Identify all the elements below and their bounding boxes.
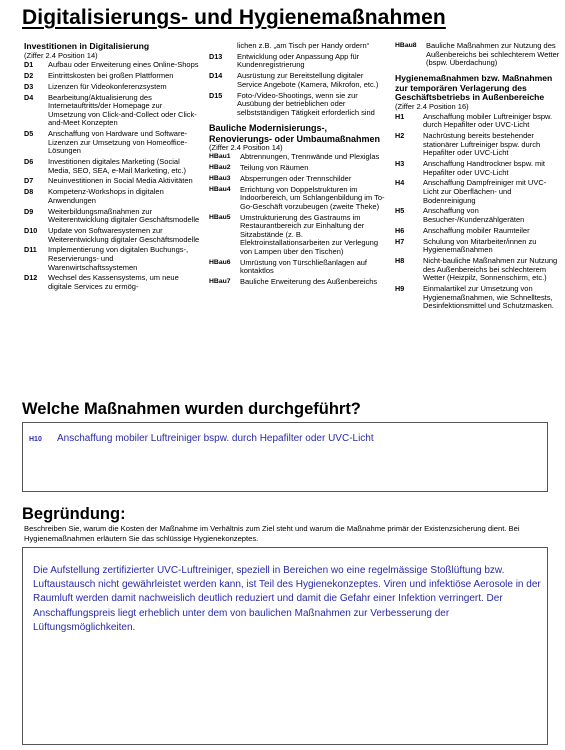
list-item: [24, 83, 202, 92]
item-text: Anschaffung mobiler Raumteiler: [423, 225, 530, 235]
item-code: D3: [24, 81, 34, 91]
item-code: D6: [24, 157, 34, 167]
item-text: Bauliche Erweiterung des Außenbereichs: [240, 277, 378, 287]
section-subtitle-hygiene: (Ziffer 2.4 Position 16): [395, 102, 469, 112]
item-text: Absperrungen oder Trennschilder: [240, 173, 352, 183]
item-text: Teilung von Räumen: [240, 163, 309, 173]
item-text: Implementierung von digitalen Buchungs-, Reservierungs- und Warenwirtschaftssystemen: [48, 245, 189, 272]
item-code: H4: [395, 178, 405, 188]
item-text: Anschaffung mobiler Luftreiniger bspw. durch Hepafilter oder UVC-Licht: [423, 111, 553, 130]
list-item: [209, 214, 387, 257]
list-item: [24, 72, 202, 81]
item-text: Aufbau oder Erweiterung eines Online-Shops: [48, 60, 199, 70]
item-code: D2: [24, 70, 34, 80]
item-code: D11: [24, 245, 37, 255]
item-code: HBau2: [209, 164, 231, 172]
item-code: D8: [24, 187, 34, 197]
list-item: [395, 179, 560, 205]
list-item: [24, 94, 202, 128]
list-item: [209, 164, 387, 173]
section-subtitle-digitalization: (Ziffer 2.4 Position 14): [24, 50, 98, 60]
item-code: D10: [24, 225, 38, 235]
item-text: Bauliche Maßnahmen zur Nutzung des Außenbereichs bei schlechterem Wetter (bspw. Überdachung): [426, 41, 560, 68]
item-text: Umrüstung von Türschließanlagen auf kontaktlos: [240, 257, 368, 276]
answer-text: Anschaffung mobiler Luftreiniger bspw. durch Hepafilter oder UVC-Licht: [57, 433, 374, 444]
middle-column: [209, 42, 387, 289]
list-item: [395, 238, 560, 255]
section-title-hygiene: Hygienemaßnahmen bzw. Maßnahmen zur temporären Verlagerung des Geschäftsbetriebs in Außenbereiche: [395, 72, 553, 103]
item-text: Wechsel des Kassensystems, um neue digitale Services zu ermög-: [48, 273, 179, 291]
section-title-digitalization: Investitionen in Digitalisierung: [24, 41, 150, 51]
item-code: H1: [395, 111, 405, 121]
item-text: Kompetenz-Workshops in digitalen Anwendungen: [48, 187, 164, 205]
item-code: D7: [24, 176, 34, 186]
hygiene-column: [395, 42, 560, 313]
reasoning-answer-text: Die Aufstellung zertifizierter UVC-Luftreiniger, speziell in Bereichen wo eine regelmässige Stoßlüftung bzw. Luftaustausch nicht gewährleistet werden kann, ist Teil des Hygienekonzeptes. Viren und infektiöse Aerosole in der Raumluft werden damit nachweislich deutlich reduziert und damit die Gefahr einer Infektion verringert. Der Anschaffungspreis liegt erheblich unter dem von baulichen Maßnahmen zur Verbesserung der Lüftungsmöglichkeiten.: [33, 565, 541, 633]
list-item: [209, 92, 387, 118]
item-text: Eintrittskosten bei großen Plattformen: [48, 70, 174, 80]
item-text: Nicht-bauliche Maßnahmen zur Nutzung des Außenbereichs bei schlechterem Wetter (Heizpilz, Sonnenschirm, etc.): [423, 255, 558, 283]
item-code: H9: [395, 283, 405, 293]
item-code: HBau8: [395, 42, 417, 49]
item-text: Anschaffung Dampfreiniger mit UVC-Licht zur Oberflächen- und Bodenreinigung: [423, 178, 547, 205]
item-text: Nachrüstung bereits bestehender stationärer Luftreiniger bspw. durch Hepafilter oder UVC-Licht: [423, 131, 541, 158]
list-item: [209, 153, 387, 162]
page-title: Digitalisierungs- und Hygienemaßnahmen: [22, 6, 446, 29]
list-item: [24, 158, 202, 175]
answer-code: H10: [29, 436, 42, 443]
item-code: H2: [395, 131, 405, 141]
item-code: HBau6: [209, 258, 231, 266]
item-code: HBau3: [209, 174, 231, 182]
item-code: H3: [395, 159, 405, 169]
list-item: [395, 207, 560, 224]
digitalization-column: [24, 42, 202, 294]
reasoning-answer-field[interactable]: [22, 547, 548, 745]
item-code: D9: [24, 206, 34, 216]
list-item: [24, 227, 202, 244]
list-item: [395, 42, 560, 68]
list-item: [395, 257, 560, 283]
list-item: [24, 274, 202, 291]
list-item: [209, 259, 387, 276]
item-code: D5: [24, 129, 34, 139]
item-code: H5: [395, 206, 405, 216]
item-text: Weiterbildungsmaßnahmen zur Weiterentwicklung digitaler Geschäftsmodelle: [48, 206, 200, 225]
list-item-continuation: lichen z.B. „am Tisch per Handy ordern“: [237, 41, 370, 50]
item-text: Abtrennungen, Trennwände und Plexiglas: [240, 152, 380, 162]
list-item: [209, 72, 387, 89]
item-code: HBau7: [209, 278, 231, 286]
list-item: [24, 130, 202, 156]
item-code: D12: [24, 273, 38, 283]
item-code: D13: [209, 51, 223, 61]
item-text: Lizenzen für Videokonferenzsystem: [48, 81, 167, 91]
measures-question-heading: Welche Maßnahmen wurden durchgeführt?: [22, 400, 361, 418]
item-code: HBau5: [209, 213, 231, 221]
section-subtitle-construction: (Ziffer 2.4 Position 14): [209, 142, 283, 152]
list-item: [395, 227, 560, 236]
item-text: Errichtung von Doppelstrukturen im Indoorbereich, um Schlangenbildung im To-Go-Geschäft vorzubeugen (zweite Theke): [240, 184, 385, 211]
list-item: [209, 278, 387, 287]
list-item: [395, 285, 560, 311]
reasoning-heading: Begründung:: [22, 505, 126, 523]
item-text: Foto-/Video-Shootings, wenn sie zur Ausübung der betrieblichen oder selbstständigen Tätigkeit erforderlich sind: [237, 90, 375, 117]
list-item: [395, 160, 560, 177]
list-item: [24, 208, 202, 225]
item-text: Schulung von Mitarbeiter/innen zu Hygienemaßnahmen: [423, 236, 537, 255]
list-item: [24, 61, 202, 70]
item-code: H7: [395, 236, 405, 246]
list-item: [395, 132, 560, 158]
item-code: D14: [209, 71, 223, 81]
list-item: [24, 177, 202, 186]
item-text: Anschaffung von Hardware und Software-Lizenzen zur Umsetzung von Homeoffice-Lösungen: [48, 129, 188, 156]
construction-list: [209, 153, 387, 286]
list-item: [24, 246, 202, 272]
item-code: D4: [24, 92, 34, 102]
construction-list-continued: [395, 42, 560, 68]
item-code: D15: [209, 90, 223, 100]
list-item: [209, 186, 387, 212]
item-text: Entwicklung oder Anpassung App für Kundenregistrierung: [237, 51, 360, 70]
item-code: H6: [395, 225, 405, 235]
item-text: Investitionen digitales Marketing (Social Media, SEO, SEA, e-Mail Marketing, etc.): [48, 157, 186, 175]
section-title-construction: Bauliche Modernisierungs-, Renovierungs- oder Umbaumaßnahmen: [209, 123, 381, 144]
item-text: Einmalartikel zur Umsetzung von Hygienemaßnahmen, wie Schnelltests, Desinfektionsmittel und Schutzmasken.: [423, 283, 554, 311]
list-item: [209, 53, 387, 70]
item-text: Ausrüstung zur Bereitstellung digitaler Service Angebote (Kamera, Mikrofon, etc.): [237, 71, 379, 89]
item-text: Anschaffung Handtrockner bspw. mit Hepafilter oder UVC-Licht: [423, 159, 546, 177]
item-text: Umstrukturierung des Gastraums im Restaurantbereich zur Einhaltung der Sitzabstände (z. B. Elektroinstallationsarbeiten zur Verlegung von Lampen über den Tischen): [240, 212, 378, 256]
measures-answer-field[interactable]: [22, 422, 548, 492]
reasoning-instructions: Beschreiben Sie, warum die Kosten der Maßnahme im Verhältnis zum Ziel steht und warum die Maßnahme primär der Existenzsicherung dient. Bei Hygienemaßnahmen erläutern Sie das schlüssige Hygienekonzeptes.: [24, 524, 520, 543]
item-code: H8: [395, 255, 405, 265]
list-item: [395, 113, 560, 130]
item-text: Anschaffung von Besucher-/Kundenzählgeräten: [423, 206, 525, 225]
list-item: [24, 188, 202, 205]
item-code: HBau1: [209, 153, 231, 161]
hygiene-list: [395, 113, 560, 311]
item-code: D1: [24, 60, 34, 70]
item-text: Update von Softwaresystemen zur Weiterentwicklung digitaler Geschäftsmodelle: [48, 225, 200, 244]
list-item: [209, 175, 387, 184]
digitalization-list-continued: [209, 53, 387, 118]
item-text: Neuinvestitionen in Social Media Aktivitäten: [48, 176, 193, 186]
item-code: HBau4: [209, 185, 231, 193]
item-text: Bearbeitung/Aktualisierung des Internetauftritts/der Homepage zur Umsetzung von Click-and-Collect oder Click-and-Meet Konzepten: [48, 92, 197, 128]
digitalization-list: [24, 61, 202, 291]
